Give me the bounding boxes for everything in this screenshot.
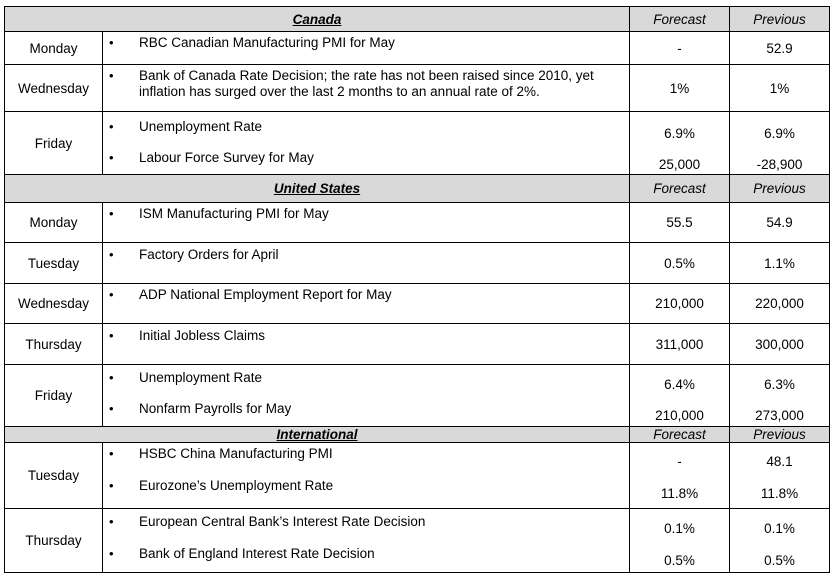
forecast-value: 0.5%	[664, 553, 695, 568]
event-item: • Unemployment Rate	[139, 119, 623, 135]
event-item: • Bank of Canada Rate Decision; the rate has not been raised since 2010, yet inflation has surged over the last 2 months to an annual rate of 2%.	[139, 68, 623, 100]
forecast-cell	[629, 364, 729, 426]
table-row	[4, 31, 830, 64]
previous-cell	[729, 442, 830, 508]
day-cell: Monday	[4, 31, 102, 64]
forecast-value: 0.1%	[664, 521, 695, 536]
previous-value: -28,900	[756, 157, 803, 172]
event-cell	[102, 442, 629, 508]
event-item: • RBC Canadian Manufacturing PMI for May	[139, 35, 623, 51]
forecast-value: 25,000	[658, 157, 701, 172]
table-row	[4, 364, 830, 426]
forecast-cell: 0.5%	[629, 242, 729, 283]
previous-value: 48.1	[766, 454, 793, 469]
event-item: • Factory Orders for April	[139, 247, 623, 263]
previous-cell: 1%	[729, 64, 830, 111]
region-title	[4, 174, 629, 202]
forecast-value: 210,000	[655, 408, 704, 423]
forecast-cell: 311,000	[629, 323, 729, 364]
day-cell: Monday	[4, 202, 102, 242]
forecast-header: Forecast	[629, 6, 729, 31]
event-item: • Nonfarm Payrolls for May	[139, 401, 623, 417]
event-cell	[102, 508, 629, 572]
previous-header: Previous	[729, 6, 830, 31]
forecast-cell: 210,000	[629, 283, 729, 323]
event-item: • ISM Manufacturing PMI for May	[139, 206, 623, 222]
forecast-cell: 1%	[629, 64, 729, 111]
region-title	[4, 6, 629, 31]
table-row	[4, 283, 830, 323]
forecast-cell: -	[629, 31, 729, 64]
previous-cell: 1.1%	[729, 242, 830, 283]
previous-header: Previous	[729, 426, 830, 442]
forecast-header: Forecast	[629, 174, 729, 202]
event-cell	[102, 323, 629, 364]
day-cell: Thursday	[4, 323, 102, 364]
day-cell: Friday	[4, 111, 102, 174]
forecast-cell	[629, 442, 729, 508]
section-header-canada	[4, 6, 830, 31]
forecast-cell	[629, 508, 729, 572]
region-title-text: United States	[273, 181, 361, 196]
day-cell: Tuesday	[4, 242, 102, 283]
forecast-value: 6.4%	[664, 377, 695, 392]
table-row	[4, 242, 830, 283]
section-header-international	[4, 426, 830, 442]
forecast-value: -	[677, 454, 682, 469]
event-item: • Bank of England Interest Rate Decision	[139, 546, 623, 562]
economic-calendar-table	[4, 6, 830, 573]
section-header-united-states	[4, 174, 830, 202]
event-cell	[102, 64, 629, 111]
table-row	[4, 64, 830, 111]
event-cell	[102, 242, 629, 283]
day-cell: Wednesday	[4, 283, 102, 323]
event-item: • European Central Bank’s Interest Rate Decision	[139, 514, 623, 530]
forecast-value: 6.9%	[664, 126, 695, 141]
forecast-cell	[629, 111, 729, 174]
day-cell: Thursday	[4, 508, 102, 572]
region-title-text: International	[276, 427, 358, 442]
event-cell	[102, 31, 629, 64]
previous-cell	[729, 111, 830, 174]
region-title	[4, 426, 629, 442]
table-row	[4, 202, 830, 242]
table-row	[4, 508, 830, 572]
event-item: • ADP National Employment Report for May	[139, 287, 623, 303]
previous-cell: 54.9	[729, 202, 830, 242]
event-item: • Unemployment Rate	[139, 370, 623, 386]
event-item: • Eurozone’s Unemployment Rate	[139, 478, 623, 494]
previous-value: 6.9%	[764, 126, 795, 141]
previous-cell: 300,000	[729, 323, 830, 364]
region-title-text: Canada	[292, 11, 342, 27]
previous-cell: 220,000	[729, 283, 830, 323]
forecast-header: Forecast	[629, 426, 729, 442]
previous-header: Previous	[729, 174, 830, 202]
previous-value: 0.1%	[764, 521, 795, 536]
table-bottom-border	[4, 572, 830, 573]
event-cell	[102, 202, 629, 242]
previous-value: 273,000	[755, 408, 804, 423]
day-cell: Friday	[4, 364, 102, 426]
event-item: • HSBC China Manufacturing PMI	[139, 446, 623, 462]
event-item: • Labour Force Survey for May	[139, 150, 623, 166]
table-row	[4, 442, 830, 508]
previous-cell	[729, 364, 830, 426]
event-cell	[102, 283, 629, 323]
previous-cell	[729, 508, 830, 572]
forecast-value: 11.8%	[660, 486, 699, 501]
previous-cell: 52.9	[729, 31, 830, 64]
table-row	[4, 323, 830, 364]
event-item: • Initial Jobless Claims	[139, 328, 623, 344]
previous-value: 6.3%	[764, 377, 795, 392]
day-cell: Wednesday	[4, 64, 102, 111]
previous-value: 0.5%	[764, 553, 795, 568]
event-cell	[102, 364, 629, 426]
event-cell	[102, 111, 629, 174]
day-cell: Tuesday	[4, 442, 102, 508]
previous-value: 11.8%	[760, 486, 799, 501]
forecast-cell: 55.5	[629, 202, 729, 242]
table-row	[4, 111, 830, 174]
